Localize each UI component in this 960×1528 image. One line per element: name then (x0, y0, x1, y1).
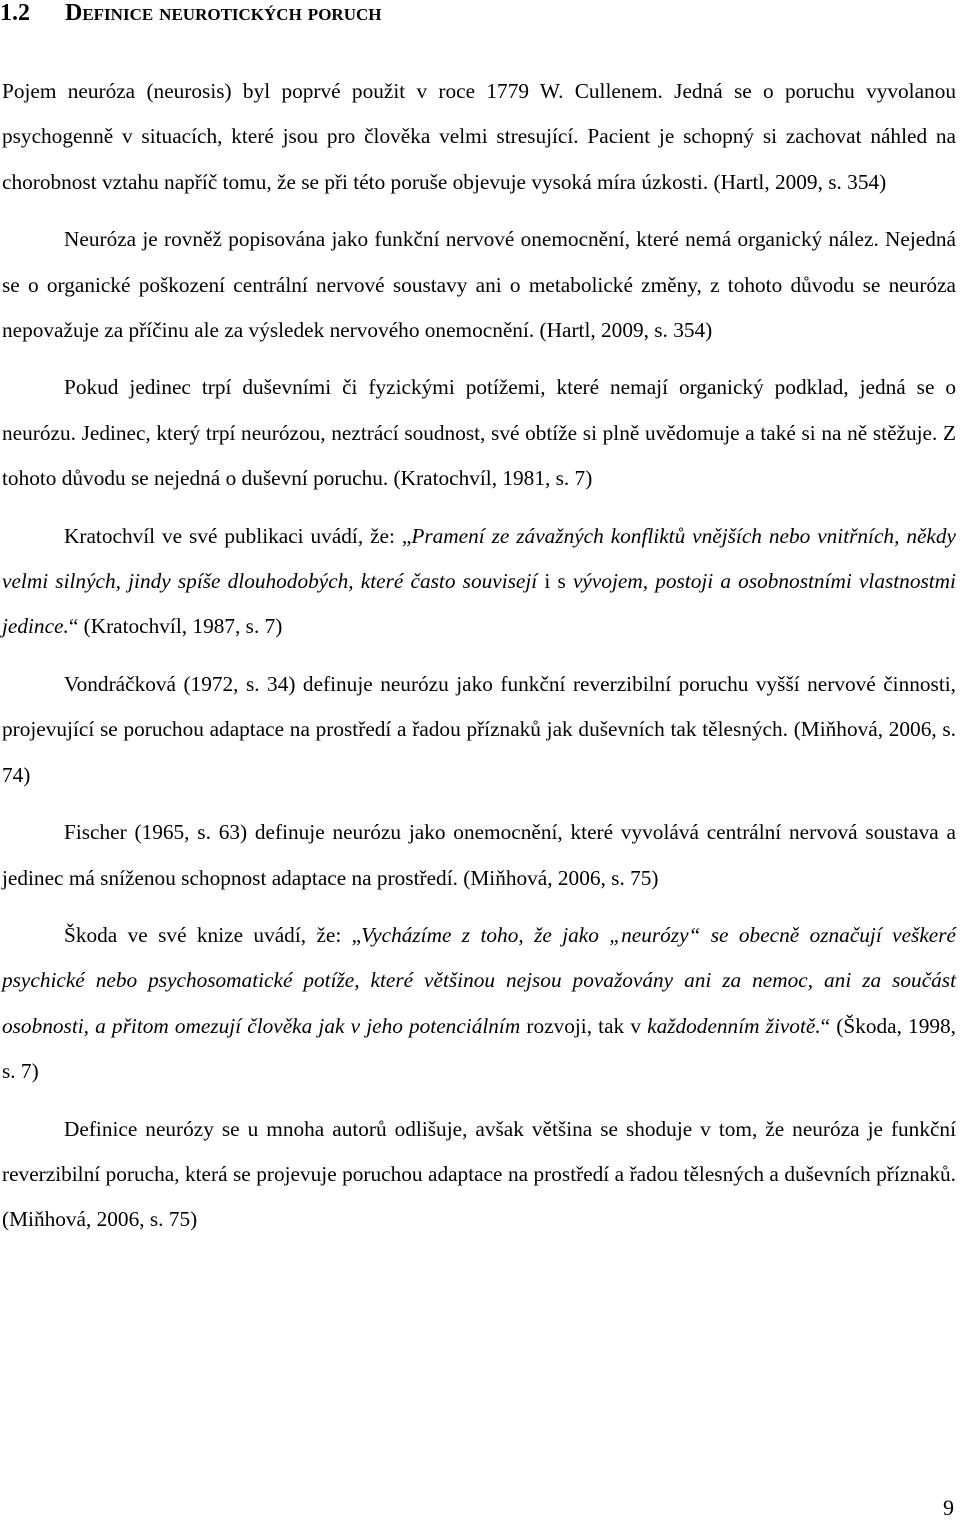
paragraph-text: Fischer (1965, s. 63) definuje neurózu jako onemocnění, které vyvolává centrální nervová soustava a jedinec má sníženou schopnost adaptace na prostředí. (Miňhová, 2006, s. 75) (2, 820, 956, 890)
paragraph (2, 913, 956, 1095)
section-title: Definice neurotických poruch (65, 0, 382, 26)
paragraph-text: Pojem neuróza (neurosis) byl poprvé použit v roce 1779 W. Cullenem. Jedná se o poruchu vyvolanou psychogenně v situacích, které jsou pro člověka velmi stresující. Pacient je schopný si zachovat náhled na chorobnost vztahu napříč tomu, že se při této poruše objevuje vysoká míra úzkosti. (Hartl, 2009, s. 354) (2, 79, 956, 194)
section-number: 1.2 (0, 0, 30, 26)
page-number: 9 (943, 1495, 954, 1520)
paragraph (2, 514, 956, 650)
paragraph-text: i s (537, 569, 573, 594)
paragraph (2, 1107, 956, 1243)
paragraph (2, 662, 956, 798)
paragraph-text: Škoda ve své knize uvádí, že: „ (64, 922, 362, 947)
paragraph-text: Neuróza je rovněž popisována jako funkční nervové onemocnění, které nemá organický nález. Nejedná se o organické poškození centrální nervové soustavy ani o metabolické změny, z tohoto důvodu se neuróza nepovažuje za příčinu ale za výsledek nervového onemocnění. (Hartl, 2009, s. 354) (2, 227, 956, 343)
paragraph-text: Vondráčková (1972, s. 34) definuje neurózu jako funkční reverzibilní poruchu vyšší nervové činnosti, projevující se poruchou adaptace na prostředí a řadou příznaků jak duševních tak tělesných. (Miňhová, 2006, s. 74) (2, 671, 956, 787)
paragraph (2, 365, 956, 501)
paragraph-text: Definice neurózy se u mnoha autorů odlišuje, avšak většina se shoduje v tom, že neuróza je funkční reverzibilní porucha, která se projevuje poruchou adaptace na prostředí a řadou tělesných a duševních příznaků. (Miňhová, 2006, s. 75) (2, 1116, 956, 1232)
paragraph (2, 217, 956, 353)
paragraph-text: Kratochvíl ve své publikaci uvádí, že: „ (64, 523, 412, 548)
paragraph-text: rozvoji, tak v (520, 1013, 648, 1038)
citation-text: “ (Kratochvíl, 1987, s. 7) (68, 614, 283, 639)
quote-italic: vývojem, postoji a osobnostními vlastnostmi jedince. (2, 569, 956, 639)
quote-italic: každodenním životě. (647, 1013, 821, 1038)
document-body (2, 69, 956, 1255)
quote-italic: Pramení ze závažných konfliktů vnějších nebo vnitřních, někdy velmi silných, jindy spíše dlouhodobých, které často souvisejí (2, 523, 956, 594)
section-heading (0, 0, 381, 30)
quote-italic: Vycházíme z toho, že jako „neurózy“ se obecně označují veškeré psychické nebo psychosomatické potíže, které většinou nejsou považovány ani za nemoc, ani za součást osobnosti, a přitom omezují člověka jak v jeho potenciálním (2, 922, 956, 1038)
citation-text: “ (Škoda, 1998, s. 7) (2, 1013, 956, 1084)
paragraph (2, 810, 956, 901)
paragraph (2, 69, 956, 205)
paragraph-text: Pokud jedinec trpí duševními či fyzickými potížemi, které nemají organický podklad, jedná se o neurózu. Jedinec, který trpí neurózou, neztrácí soudnost, své obtíže si plně uvědomuje a také si na ně stěžuje. Z tohoto důvodu se nejedná o duševní poruchu. (Kratochvíl, 1981, s. 7) (2, 375, 956, 491)
